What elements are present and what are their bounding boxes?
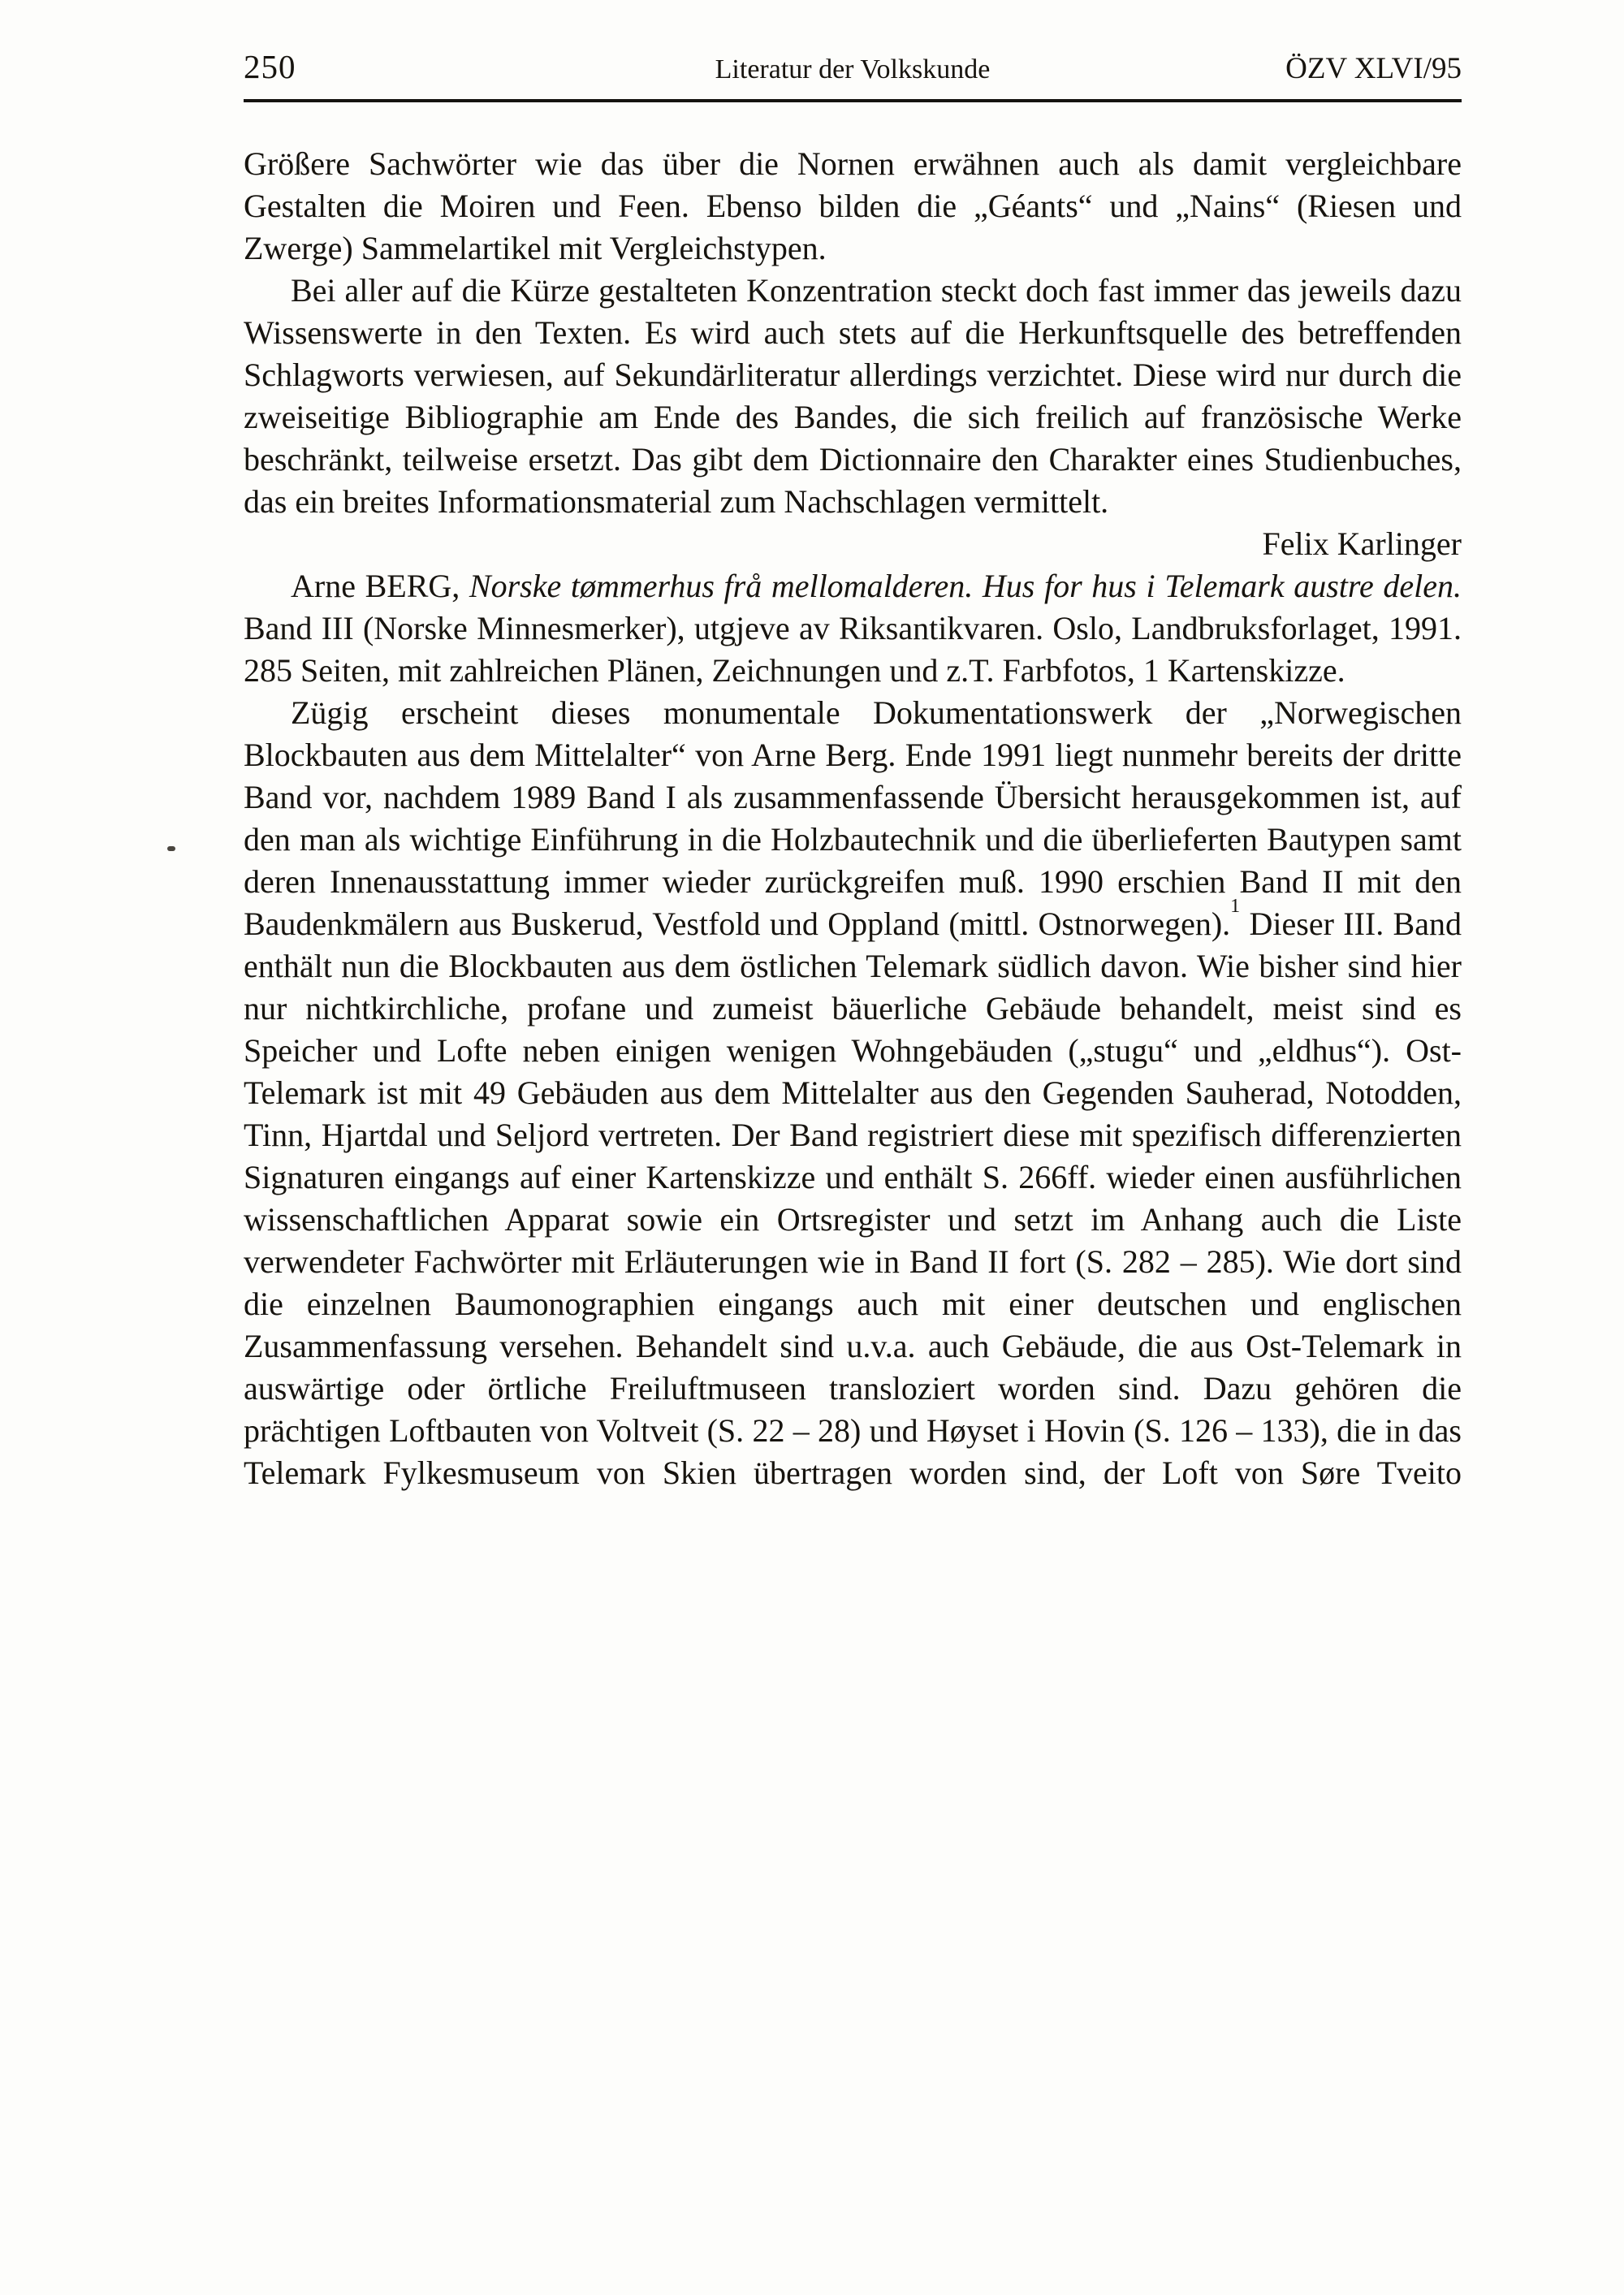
header-rule	[244, 99, 1462, 102]
page-header	[244, 47, 1462, 86]
page-number: 250	[244, 48, 296, 85]
page-content	[244, 143, 1462, 1494]
review-berg-body	[244, 692, 1462, 1494]
reviewer-signature: Felix Karlinger	[1262, 525, 1462, 562]
citation-publication-details: Band III (Norske Minnesmerker), utgjeve av Riksantikvaren. Oslo, Landbruksforlaget, 1991. 285 Seiten, mit zahlreichen Plänen, Zeichnungen und z.T. Farbfotos, 1 Kartenskizze.	[244, 610, 1462, 689]
citation-book-title: Norske tømmerhus frå mellomalderen. Hus for hus i Telemark austre delen.	[469, 568, 1462, 604]
review-text-before-note: Zügig erscheint dieses monumentale Dokumentationswerk der „Norwegischen Blockbauten aus dem Mittelalter“ von Arne Berg. Ende 1991 liegt nunmehr bereits der dritte Band vor, nachdem 1989 Band I als zusammenfassende Übersicht herausgekommen ist, auf den man als wichtige Einführung in die Holzbautechnik und die überlieferten Bautypen samt deren Innenausstattung immer wieder zurückgreifen muß. 1990 erschien Band II mit den Baudenkmälern aus Buskerud, Vestfold und Oppland (mittl. Ostnorwegen).	[244, 694, 1462, 942]
review-karlinger-paragraph-1: Größere Sachwörter wie das über die Nornen erwähnen auch als damit vergleichbare Gestalten die Moiren und Feen. Ebenso bilden die „Géants“ und „Nains“ (Riesen und Zwerge) Sammelartikel mit Vergleichstypen.	[244, 145, 1462, 266]
scan-speck	[167, 846, 175, 851]
running-title: Literatur der Volkskunde	[715, 54, 991, 84]
review-karlinger-paragraph-2: Bei aller auf die Kürze gestalteten Konzentration steckt doch fast immer das jeweils dazu Wissenswerte in den Texten. Es wird auch stets auf die Herkunftsquelle des betreffenden Schlagworts verwiesen, auf Sekundärliteratur allerdings verzichtet. Diese wird nur durch die zweiseitige Bibliographie am Ende des Bandes, die sich freilich auf französische Werke beschränkt, teilweise ersetzt. Das gibt dem Dictionnaire den Charakter eines Studienbuches, das ein breites Informationsmaterial zum Nachschlagen vermittelt.	[244, 272, 1462, 520]
review-text-after-note: Dieser III. Band enthält nun die Blockbauten aus dem östlichen Telemark südlich davon. Wie bisher sind hier nur nichtkirchliche, profane und zumeist bäuerliche Gebäude behandelt, meist sind es Speicher und Lofte neben einigen wenigen Wohngebäuden („stugu“ und „eldhus“). Ost-Telemark ist mit 49 Gebäuden aus dem Mittelalter aus den Gegenden Sauherad, Notodden, Tinn, Hjartdal und Seljord vertreten. Der Band registriert diese mit spezifisch differenzierten Signaturen eingangs auf einer Kartenskizze und enthält S. 266ff. wieder einen ausführlichen wissenschaftlichen Apparat sowie ein Ortsregister und setzt im Anhang auch die Liste verwendeter Fachwörter mit Erläuterungen wie in Band II fort (S. 282 – 285). Wie dort sind die einzelnen Baumonographien eingangs auch mit einer deutschen und englischen Zusammenfassung versehen. Behandelt sind u.v.a. auch Gebäude, die aus Ost-Telemark in auswärtige oder örtliche Freiluftmuseen transloziert worden sind. Dazu gehören die prächtigen Loftbauten von Voltveit (S. 22 – 28) und Høyset i Hovin (S. 126 – 133), die in das Telemark Fylkesmuseum von Skien übertragen worden sind, der Loft von Søre Tveito	[244, 905, 1462, 1491]
footnote-marker: 1	[1230, 896, 1241, 918]
citation-author: Arne BERG,	[291, 568, 469, 604]
journal-reference: ÖZV XLVI/95	[1285, 52, 1462, 85]
book-citation	[244, 565, 1462, 692]
